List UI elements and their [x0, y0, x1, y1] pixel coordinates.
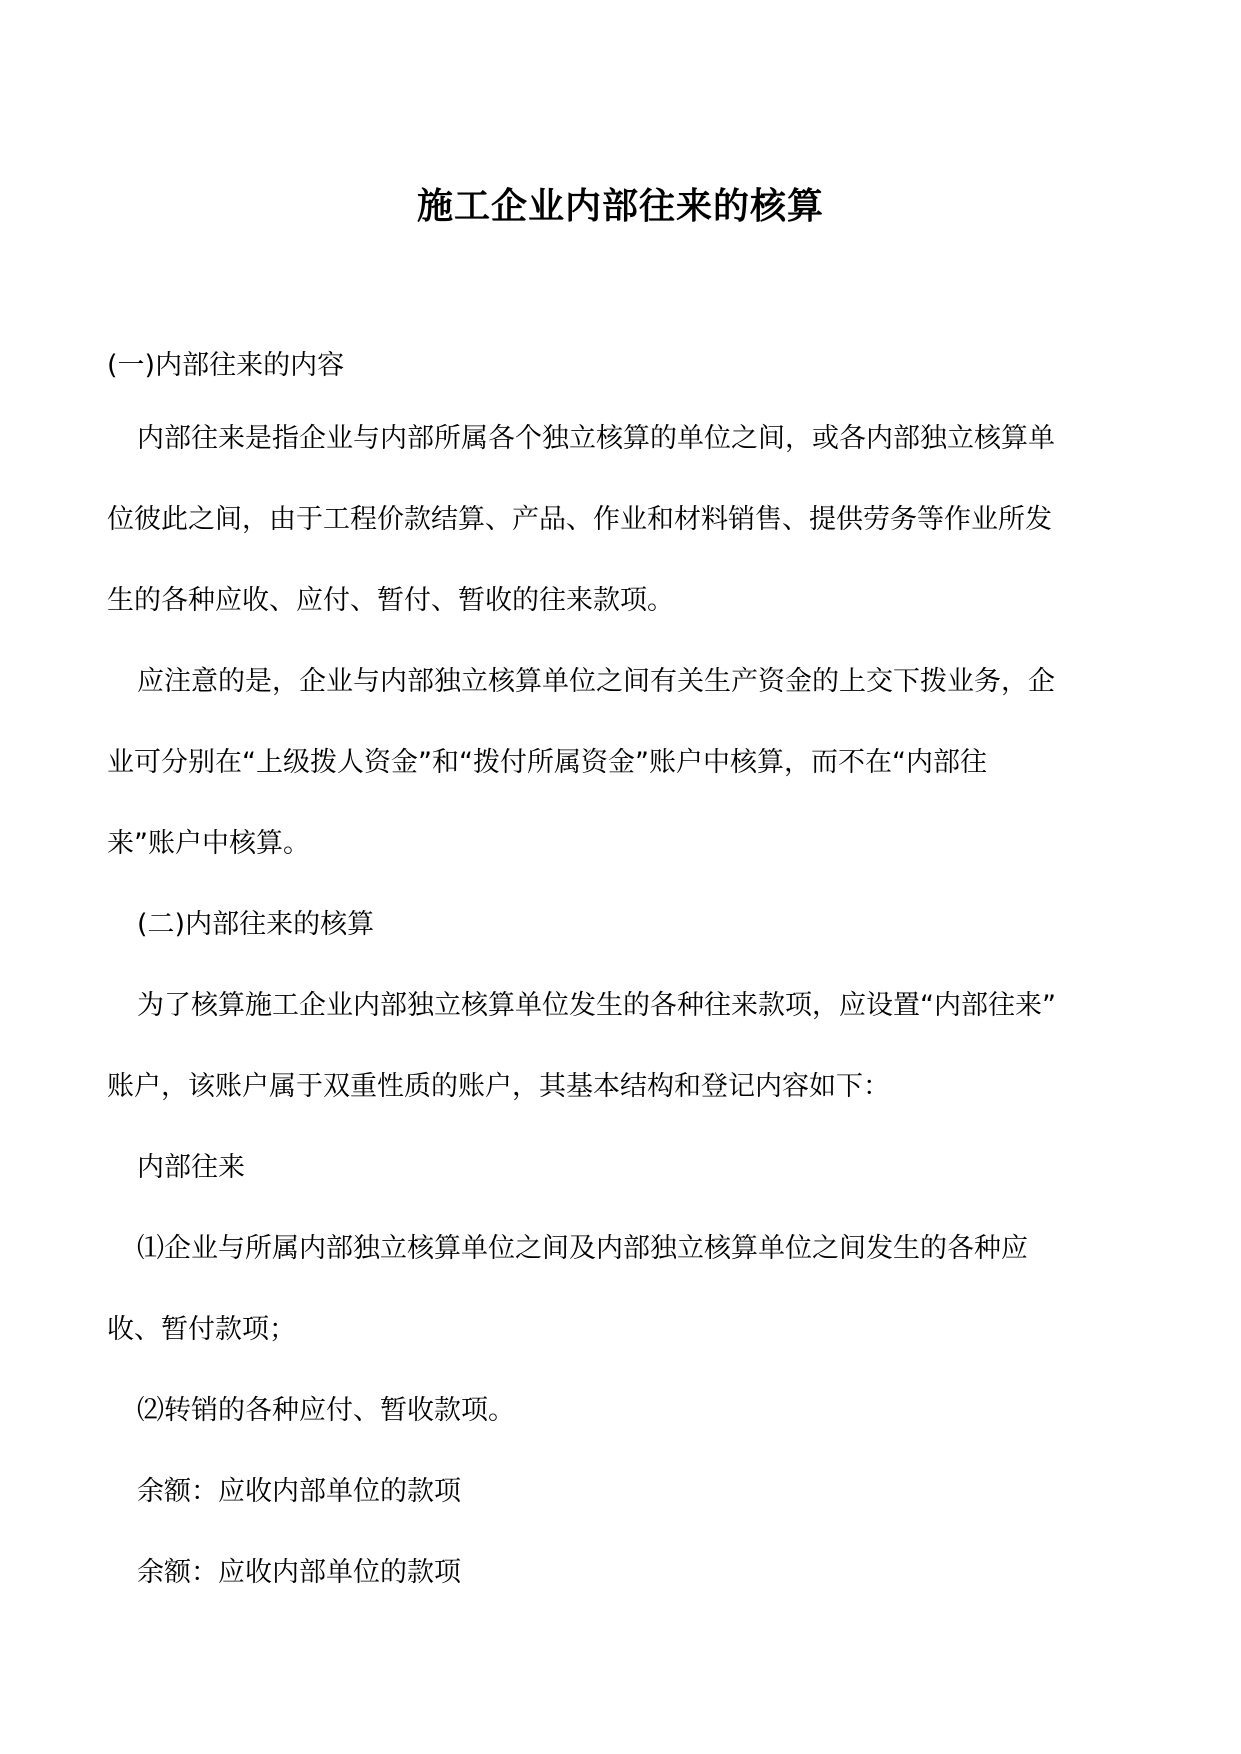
- paragraph-line: 位彼此之间，由于工程价款结算、产品、作业和材料销售、提供劳务等作业所发: [107, 504, 1052, 535]
- document-title: 施工企业内部往来的核算: [416, 186, 824, 228]
- account-name: 内部往来: [137, 1152, 245, 1183]
- paragraph-line: 业可分别在“上级拨人资金”和“拨付所属资金”账户中核算，而不在“内部往: [107, 747, 987, 778]
- list-item-continuation: 收、暂付款项；: [107, 1314, 296, 1345]
- section-heading-2: (二)内部往来的核算: [137, 909, 375, 940]
- paragraph-line: 生的各种应收、应付、暂付、暂收的往来款项。: [107, 585, 674, 616]
- paragraph-line: 应注意的是，企业与内部独立核算单位之间有关生产资金的上交下拨业务，企: [137, 666, 1055, 697]
- paragraph-line: 来”账户中核算。: [107, 828, 310, 859]
- paragraph-line: 账户，该账户属于双重性质的账户，其基本结构和登记内容如下：: [107, 1071, 890, 1102]
- list-item: ⑵转销的各种应付、暂收款项。: [137, 1395, 515, 1426]
- balance-line: 余额：应收内部单位的款项: [137, 1476, 461, 1507]
- paragraph-line: 为了核算施工企业内部独立核算单位发生的各种往来款项，应设置“内部往来”: [137, 990, 1056, 1021]
- list-item: ⑴企业与所属内部独立核算单位之间及内部独立核算单位之间发生的各种应: [137, 1233, 1028, 1264]
- paragraph-line: 内部往来是指企业与内部所属各个独立核算的单位之间，或各内部独立核算单: [137, 423, 1055, 454]
- section-heading-1: (一)内部往来的内容: [107, 350, 345, 381]
- balance-line: 余额：应收内部单位的款项: [137, 1557, 461, 1588]
